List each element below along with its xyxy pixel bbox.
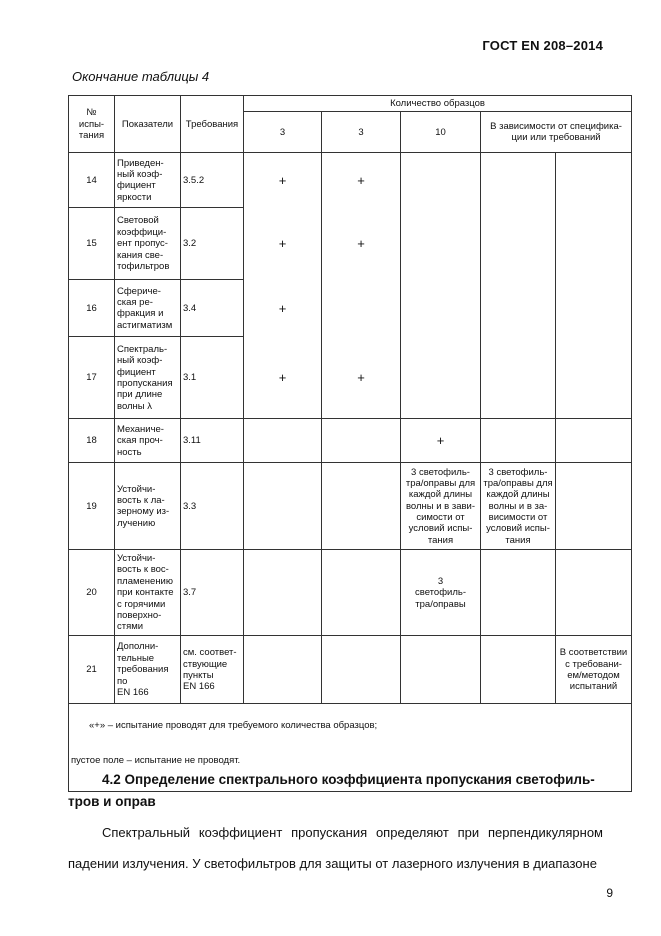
page-number: 9 (606, 886, 613, 900)
cell-sample-2: + (322, 153, 401, 208)
cell-sample-5 (556, 280, 632, 337)
cell-test-number: 14 (69, 153, 115, 208)
header-samples-col-3: 10 (401, 112, 481, 153)
cell-sample-4 (481, 153, 556, 208)
cell-sample-2 (322, 636, 401, 704)
cell-sample-1 (244, 463, 322, 550)
cell-sample-1 (244, 550, 322, 636)
cell-requirement: см. соответ- ствующие пункты EN 166 (181, 636, 244, 704)
body-paragraph: Спектральный коэффициент пропускания определяют при перпендикулярном падении излучения. У светофильтров для защиты от лазерного излучения в диапазоне (68, 825, 603, 871)
cell-requirement: 3.5.2 (181, 153, 244, 208)
cell-test-number: 21 (69, 636, 115, 704)
header-sample-count: Количество образцов (244, 96, 632, 112)
cell-sample-4 (481, 280, 556, 337)
cell-test-number: 17 (69, 337, 115, 419)
cell-requirement: 3.1 (181, 337, 244, 419)
cell-indicator: Световой коэффици- ент пропус- кания све- тофильтров (115, 208, 181, 280)
note-empty: пустое поле – испытание не проводят. (71, 754, 241, 766)
cell-sample-1 (244, 419, 322, 463)
cell-sample-5 (556, 153, 632, 208)
cell-indicator: Приведен- ный коэф- фициент яркости (115, 153, 181, 208)
cell-sample-5: В соответствии с требовани- ем/методом испытаний (556, 636, 632, 704)
cell-sample-2: + (322, 337, 401, 419)
test-samples-table (68, 95, 632, 792)
table-row (69, 636, 632, 704)
cell-indicator: Устойчи- вость к ла- зерному из- лучению (115, 463, 181, 550)
cell-sample-4 (481, 636, 556, 704)
cell-indicator: Механиче- ская проч- ность (115, 419, 181, 463)
header-samples-col-2: 3 (322, 112, 401, 153)
cell-sample-5 (556, 208, 632, 280)
cell-test-number: 16 (69, 280, 115, 337)
cell-requirement: 3.7 (181, 550, 244, 636)
cell-sample-5 (556, 419, 632, 463)
cell-requirement: 3.11 (181, 419, 244, 463)
cell-sample-1: + (244, 153, 322, 208)
cell-test-number: 18 (69, 419, 115, 463)
cell-sample-3 (401, 153, 481, 208)
cell-sample-5 (556, 337, 632, 419)
cell-test-number: 19 (69, 463, 115, 550)
cell-sample-2 (322, 550, 401, 636)
cell-sample-5 (556, 550, 632, 636)
cell-sample-5 (556, 463, 632, 550)
cell-sample-3 (401, 337, 481, 419)
cell-sample-4: 3 светофиль- тра/оправы для каждой длины волны и в за- висимости от условий испы- тания (481, 463, 556, 550)
cell-indicator: Устойчи- вость к вос- пламенению при контакте с горячими поверхно- стями (115, 550, 181, 636)
header-samples-col-4: В зависимости от специфика- ции или требований (481, 112, 632, 153)
header-indicators: Показатели (115, 96, 181, 153)
note-plus: «+» – испытание проводят для требуемого количества образцов; (89, 719, 378, 731)
cell-sample-4 (481, 550, 556, 636)
section-heading-line-1: 4.2 Определение спектрального коэффициента пропускания светофиль- (102, 772, 595, 787)
section-heading (68, 769, 608, 813)
header-test-number: № испы- тания (69, 96, 115, 153)
cell-sample-4 (481, 337, 556, 419)
cell-requirement: 3.2 (181, 208, 244, 280)
cell-sample-1: + (244, 280, 322, 337)
cell-sample-2 (322, 419, 401, 463)
table-caption: Окончание таблицы 4 (72, 69, 210, 84)
table-row (69, 153, 632, 208)
document-code: ГОСТ EN 208–2014 (482, 38, 603, 53)
cell-test-number: 20 (69, 550, 115, 636)
cell-sample-4 (481, 419, 556, 463)
table-row (69, 337, 632, 419)
cell-sample-3: + (401, 419, 481, 463)
cell-sample-3 (401, 636, 481, 704)
cell-indicator: Спектраль- ный коэф- фициент пропускания при длине волны λ (115, 337, 181, 419)
cell-indicator: Дополни- тельные требования по EN 166 (115, 636, 181, 704)
cell-sample-1 (244, 636, 322, 704)
cell-sample-2: + (322, 208, 401, 280)
section-heading-line-2: тров и оправ (68, 794, 156, 809)
cell-sample-3: 3 светофиль- тра/оправы (401, 550, 481, 636)
cell-sample-2 (322, 463, 401, 550)
cell-sample-1: + (244, 337, 322, 419)
cell-sample-1: + (244, 208, 322, 280)
cell-requirement: 3.3 (181, 463, 244, 550)
cell-requirement: 3.4 (181, 280, 244, 337)
cell-sample-3 (401, 280, 481, 337)
header-requirements: Требования (181, 96, 244, 153)
header-samples-col-1: 3 (244, 112, 322, 153)
table-row (69, 463, 632, 550)
cell-sample-2 (322, 280, 401, 337)
cell-test-number: 15 (69, 208, 115, 280)
table-row (69, 550, 632, 636)
table-row (69, 280, 632, 337)
cell-sample-3 (401, 208, 481, 280)
cell-indicator: Сфериче- ская ре- фракция и астигматизм (115, 280, 181, 337)
table-row (69, 208, 632, 280)
table-row (69, 419, 632, 463)
cell-sample-3: 3 светофиль- тра/оправы для каждой длины волны и в зави- симости от условий испы- тания (401, 463, 481, 550)
cell-sample-4 (481, 208, 556, 280)
